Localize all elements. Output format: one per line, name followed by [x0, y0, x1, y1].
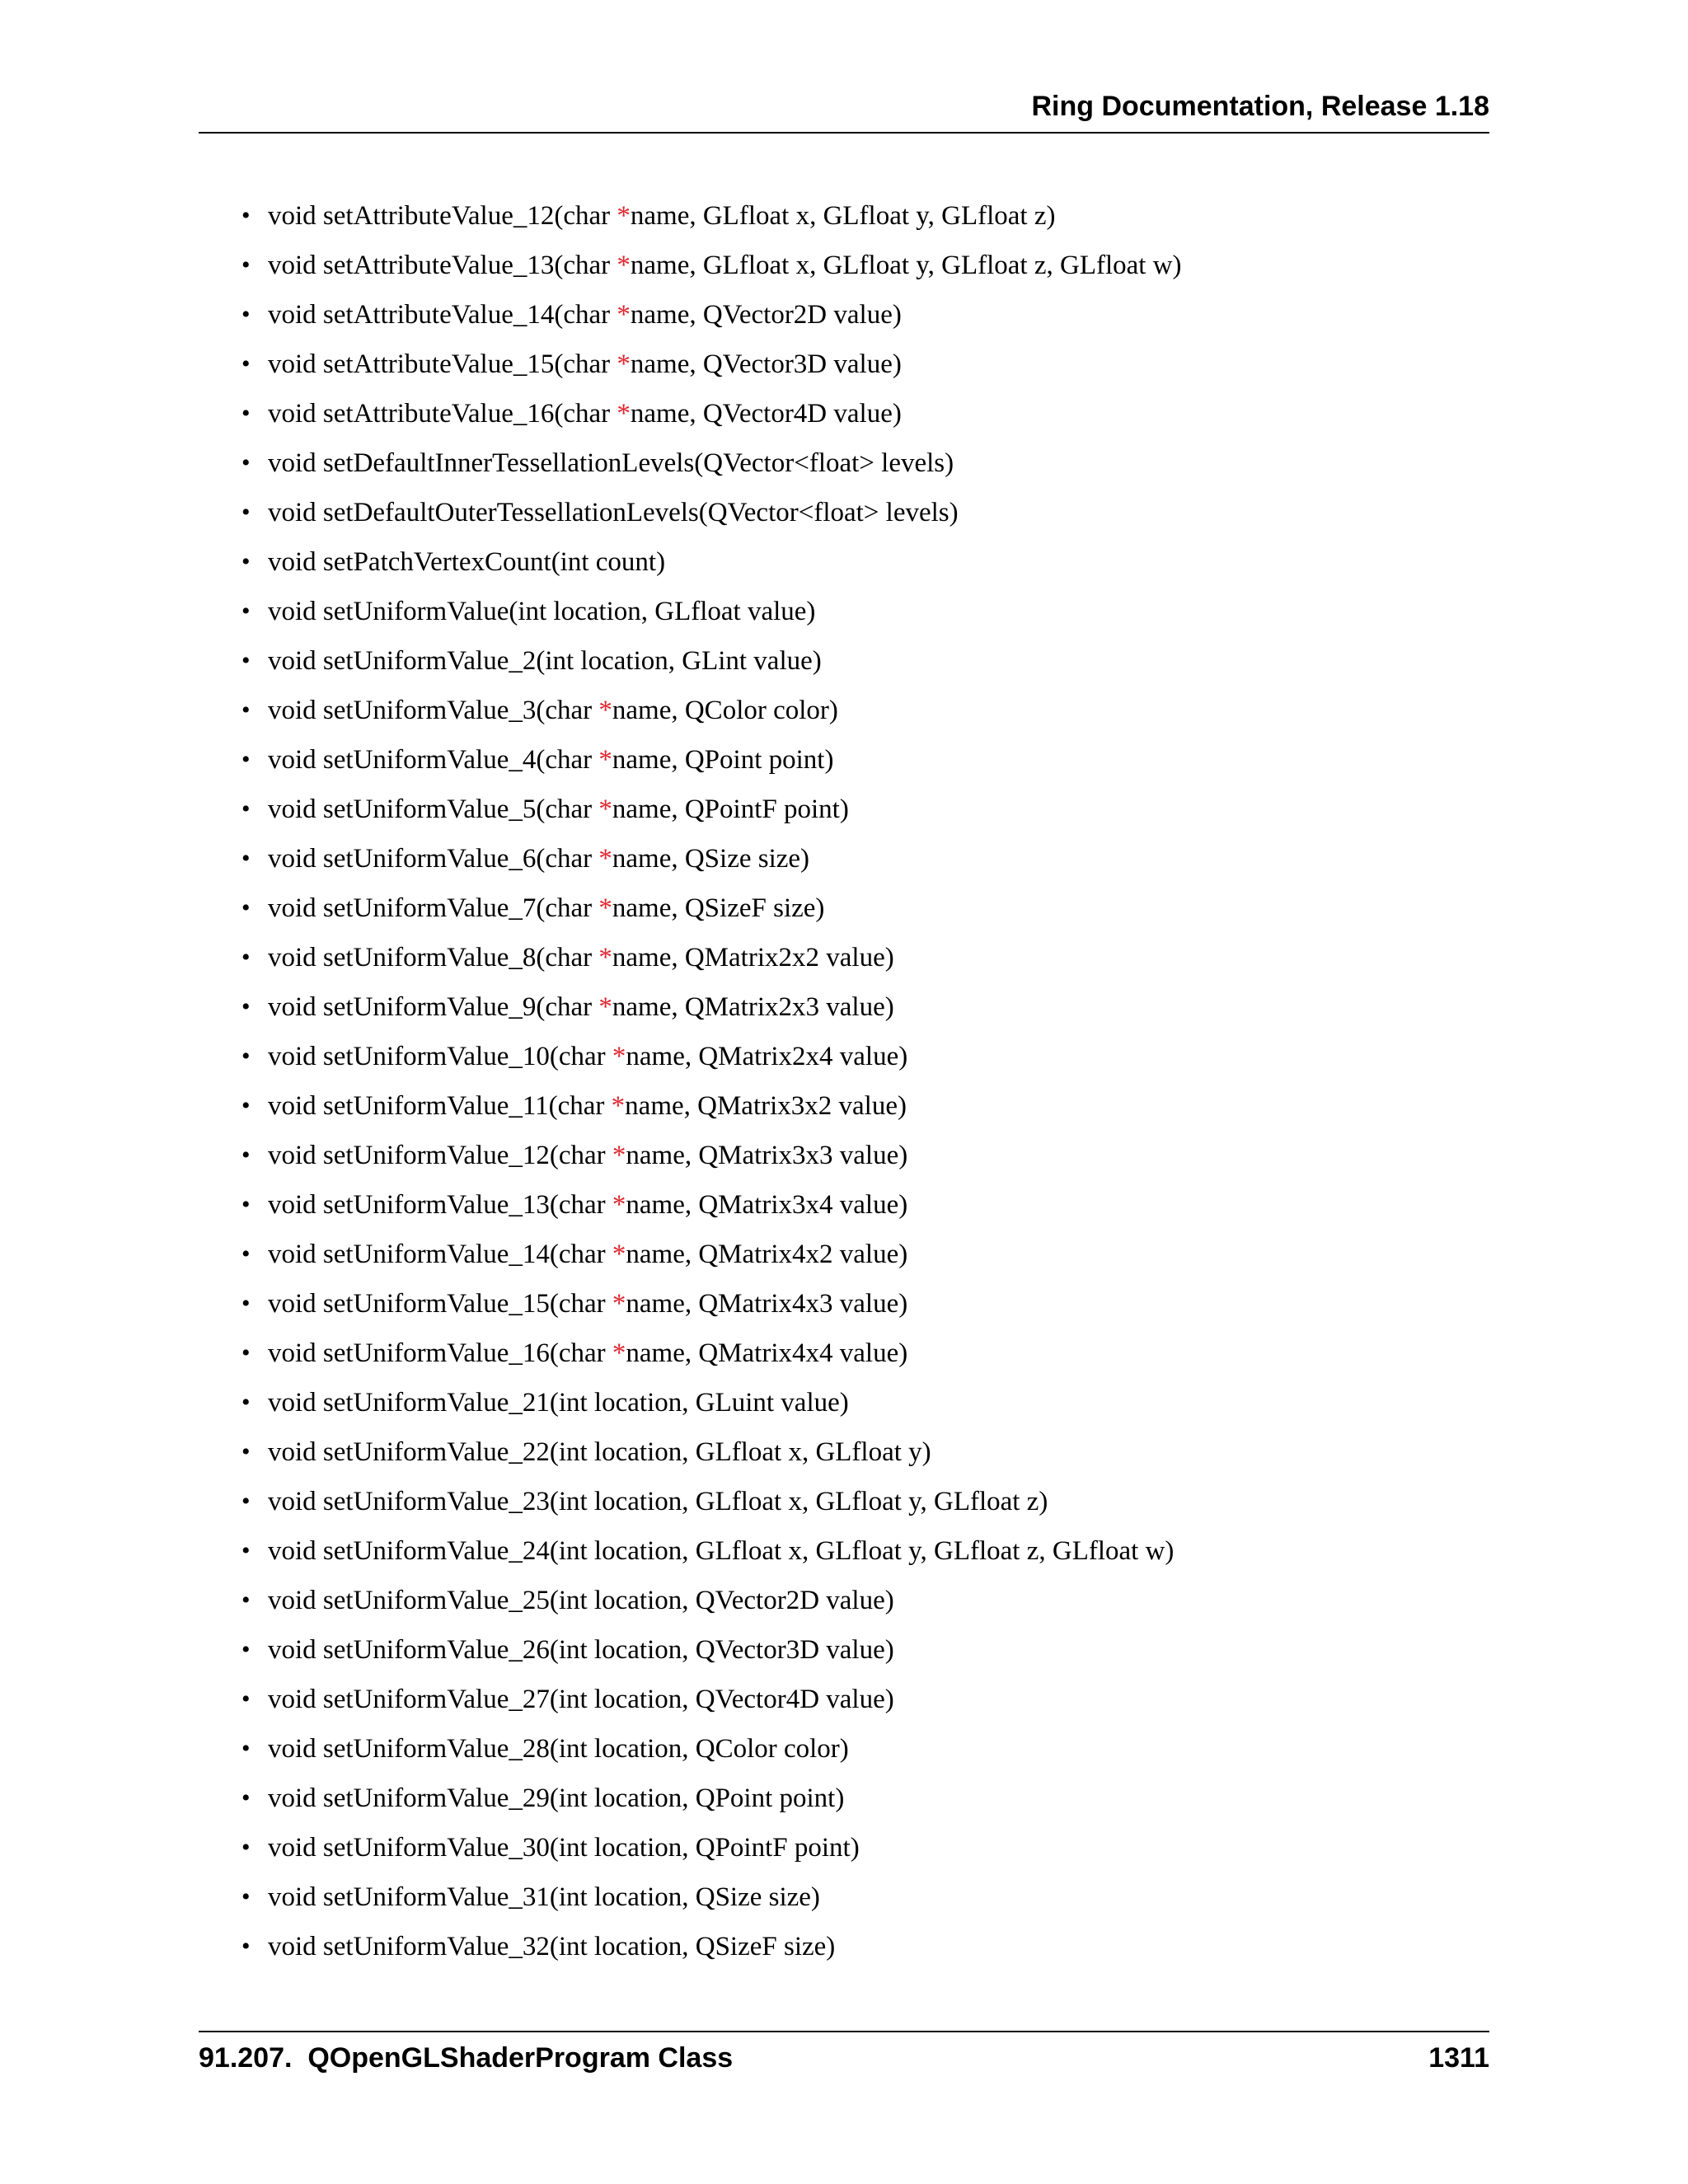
list-item — [241, 298, 1182, 347]
pointer-star: * — [598, 696, 612, 725]
list-item — [241, 644, 1182, 693]
item-text-before: void setUniformValue_22(int location, GLfloat x, GLfloat y) — [268, 1437, 931, 1467]
item-text-before: void setUniformValue_23(int location, GLfloat x, GLfloat y, GLfloat z) — [268, 1487, 1048, 1516]
bullet-icon: • — [241, 1092, 251, 1119]
item-text-before: void setUniformValue_4(char — [268, 745, 599, 775]
list-item — [241, 594, 1182, 644]
list-item — [241, 1039, 1182, 1089]
bullet-icon: • — [241, 1883, 251, 1910]
item-text-before: void setUniformValue_28(int location, QColor color) — [268, 1734, 849, 1764]
list-item — [241, 446, 1182, 495]
item-text-before: void setUniformValue_10(char — [268, 1042, 612, 1071]
bullet-icon: • — [241, 647, 251, 674]
bullet-icon: • — [241, 1586, 251, 1614]
item-text-after: name, QMatrix4x4 value) — [626, 1338, 908, 1368]
list-item — [241, 248, 1182, 298]
bullet-icon: • — [241, 449, 251, 476]
item-text-before: void setUniformValue_24(int location, GLfloat x, GLfloat y, GLfloat z, GLfloat w) — [268, 1536, 1175, 1566]
bullet-icon: • — [241, 696, 251, 724]
footer-page-number: 1311 — [1428, 2042, 1489, 2074]
item-text-before: void setUniformValue_15(char — [268, 1289, 612, 1319]
item-text-before: void setUniformValue_16(char — [268, 1338, 612, 1368]
bullet-icon: • — [241, 795, 251, 823]
item-text-after: name, QPoint point) — [612, 745, 834, 775]
item-text-before: void setUniformValue_2(int location, GLint value) — [268, 646, 822, 676]
pointer-star: * — [612, 1240, 626, 1269]
bullet-icon: • — [241, 1240, 251, 1268]
item-text-before: void setUniformValue_6(char — [268, 844, 599, 874]
item-text-before: void setAttributeValue_15(char — [268, 349, 617, 379]
pointer-star: * — [598, 943, 612, 972]
list-item — [241, 1089, 1182, 1138]
item-text-before: void setAttributeValue_13(char — [268, 251, 617, 280]
pointer-star: * — [617, 399, 631, 429]
bullet-icon: • — [241, 499, 251, 526]
bullet-icon: • — [241, 1685, 251, 1713]
item-text-before: void setUniformValue_8(char — [268, 943, 599, 972]
list-item — [241, 1682, 1182, 1732]
item-text-after: name, QVector4D value) — [630, 399, 902, 429]
bullet-icon: • — [241, 1043, 251, 1070]
item-text-before: void setUniformValue_32(int location, QSizeF size) — [268, 1932, 836, 1961]
pointer-star: * — [612, 1289, 626, 1319]
footer-section-title: 91.207. QOpenGLShaderProgram Class — [199, 2042, 734, 2074]
item-text-before: void setUniformValue_29(int location, QPoint point) — [268, 1783, 845, 1813]
list-item — [241, 396, 1182, 446]
page-footer — [199, 2031, 1489, 2082]
item-text-before: void setAttributeValue_14(char — [268, 300, 617, 330]
item-text-before: void setUniformValue_9(char — [268, 992, 599, 1022]
page-header — [199, 89, 1489, 134]
pointer-star: * — [617, 300, 631, 330]
item-text-after: name, QPointF point) — [612, 794, 849, 824]
bullet-icon: • — [241, 1488, 251, 1515]
bullet-icon: • — [241, 993, 251, 1020]
pointer-star: * — [598, 893, 612, 923]
item-text-after: name, QColor color) — [612, 696, 838, 725]
bullet-icon: • — [241, 1141, 251, 1169]
bullet-icon: • — [241, 845, 251, 872]
bullet-icon: • — [241, 746, 251, 773]
function-list — [241, 199, 1182, 1979]
item-text-before: void setUniformValue_12(char — [268, 1141, 612, 1170]
item-text-after: name, QMatrix2x4 value) — [626, 1042, 908, 1071]
pointer-star: * — [612, 1338, 626, 1368]
list-item — [241, 1534, 1182, 1583]
item-text-before: void setPatchVertexCount(int count) — [268, 547, 666, 577]
item-text-before: void setUniformValue_26(int location, QVector3D value) — [268, 1635, 894, 1665]
item-text-after: name, QVector3D value) — [630, 349, 902, 379]
item-text-before: void setAttributeValue_16(char — [268, 399, 617, 429]
item-text-before: void setDefaultInnerTessellationLevels(QVector<float> levels) — [268, 448, 954, 478]
item-text-after: name, GLfloat x, GLfloat y, GLfloat z, GLfloat w) — [630, 251, 1182, 280]
pointer-star: * — [617, 201, 631, 231]
list-item — [241, 1435, 1182, 1484]
bullet-icon: • — [241, 1735, 251, 1762]
item-text-after: name, QMatrix3x4 value) — [626, 1190, 908, 1220]
pointer-star: * — [617, 251, 631, 280]
item-text-before: void setAttributeValue_12(char — [268, 201, 617, 231]
list-item — [241, 1188, 1182, 1237]
item-text-after: name, QSize size) — [612, 844, 810, 874]
item-text-before: void setUniformValue_30(int location, QPointF point) — [268, 1833, 860, 1863]
pointer-star: * — [598, 794, 612, 824]
list-item — [241, 1880, 1182, 1929]
item-text-before: void setDefaultOuterTessellationLevels(QVector<float> levels) — [268, 498, 959, 527]
bullet-icon: • — [241, 1834, 251, 1861]
item-text-before: void setUniformValue(int location, GLfloat value) — [268, 597, 816, 626]
bullet-icon: • — [241, 1339, 251, 1366]
bullet-icon: • — [241, 944, 251, 971]
item-text-after: name, QSizeF size) — [612, 893, 825, 923]
pointer-star: * — [612, 1141, 626, 1170]
item-text-before: void setUniformValue_25(int location, QVector2D value) — [268, 1586, 894, 1615]
item-text-before: void setUniformValue_14(char — [268, 1240, 612, 1269]
list-item — [241, 990, 1182, 1039]
list-item — [241, 693, 1182, 743]
bullet-icon: • — [241, 1389, 251, 1416]
pointer-star: * — [598, 992, 612, 1022]
bullet-icon: • — [241, 400, 251, 427]
item-text-after: name, QVector2D value) — [630, 300, 902, 330]
list-item — [241, 495, 1182, 545]
list-item — [241, 1484, 1182, 1534]
item-text-after: name, QMatrix3x3 value) — [626, 1141, 908, 1170]
item-text-after: name, QMatrix4x3 value) — [626, 1289, 908, 1319]
item-text-before: void setUniformValue_7(char — [268, 893, 599, 923]
list-item — [241, 199, 1182, 248]
item-text-after: name, QMatrix4x2 value) — [626, 1240, 908, 1269]
bullet-icon: • — [241, 1933, 251, 1960]
pointer-star: * — [617, 349, 631, 379]
pointer-star: * — [598, 844, 612, 874]
item-text-before: void setUniformValue_21(int location, GLuint value) — [268, 1388, 849, 1418]
item-text-after: name, QMatrix3x2 value) — [625, 1091, 907, 1121]
item-text-after: name, QMatrix2x3 value) — [612, 992, 894, 1022]
list-item — [241, 743, 1182, 792]
item-text-after: name, QMatrix2x2 value) — [612, 943, 894, 972]
item-text-before: void setUniformValue_31(int location, QSize size) — [268, 1882, 820, 1912]
bullet-icon: • — [241, 1191, 251, 1218]
pointer-star: * — [612, 1042, 626, 1071]
list-item — [241, 1237, 1182, 1286]
list-item — [241, 792, 1182, 841]
list-item — [241, 841, 1182, 891]
list-item — [241, 545, 1182, 594]
pointer-star: * — [611, 1091, 626, 1121]
bullet-icon: • — [241, 1438, 251, 1465]
bullet-icon: • — [241, 301, 251, 328]
bullet-icon: • — [241, 1784, 251, 1811]
list-item — [241, 1633, 1182, 1682]
item-text-before: void setUniformValue_3(char — [268, 696, 599, 725]
bullet-icon: • — [241, 350, 251, 377]
list-item — [241, 1929, 1182, 1979]
header-title: Ring Documentation, Release 1.18 — [1031, 91, 1489, 122]
bullet-icon: • — [241, 1636, 251, 1663]
list-item — [241, 1286, 1182, 1336]
bullet-icon: • — [241, 202, 251, 229]
bullet-icon: • — [241, 1537, 251, 1564]
list-item — [241, 1583, 1182, 1633]
list-item — [241, 1781, 1182, 1830]
pointer-star: * — [598, 745, 612, 775]
bullet-icon: • — [241, 548, 251, 575]
item-text-before: void setUniformValue_11(char — [268, 1091, 612, 1121]
list-item — [241, 1138, 1182, 1188]
pointer-star: * — [612, 1190, 626, 1220]
list-item — [241, 347, 1182, 396]
bullet-icon: • — [241, 598, 251, 625]
bullet-icon: • — [241, 1290, 251, 1317]
bullet-icon: • — [241, 894, 251, 921]
list-item — [241, 1732, 1182, 1781]
item-text-before: void setUniformValue_27(int location, QVector4D value) — [268, 1685, 894, 1714]
list-item — [241, 1385, 1182, 1435]
item-text-before: void setUniformValue_13(char — [268, 1190, 612, 1220]
list-item — [241, 1830, 1182, 1880]
item-text-before: void setUniformValue_5(char — [268, 794, 599, 824]
item-text-after: name, GLfloat x, GLfloat y, GLfloat z) — [630, 201, 1056, 231]
list-item — [241, 1336, 1182, 1385]
list-item — [241, 891, 1182, 940]
list-item — [241, 940, 1182, 990]
bullet-icon: • — [241, 251, 251, 279]
